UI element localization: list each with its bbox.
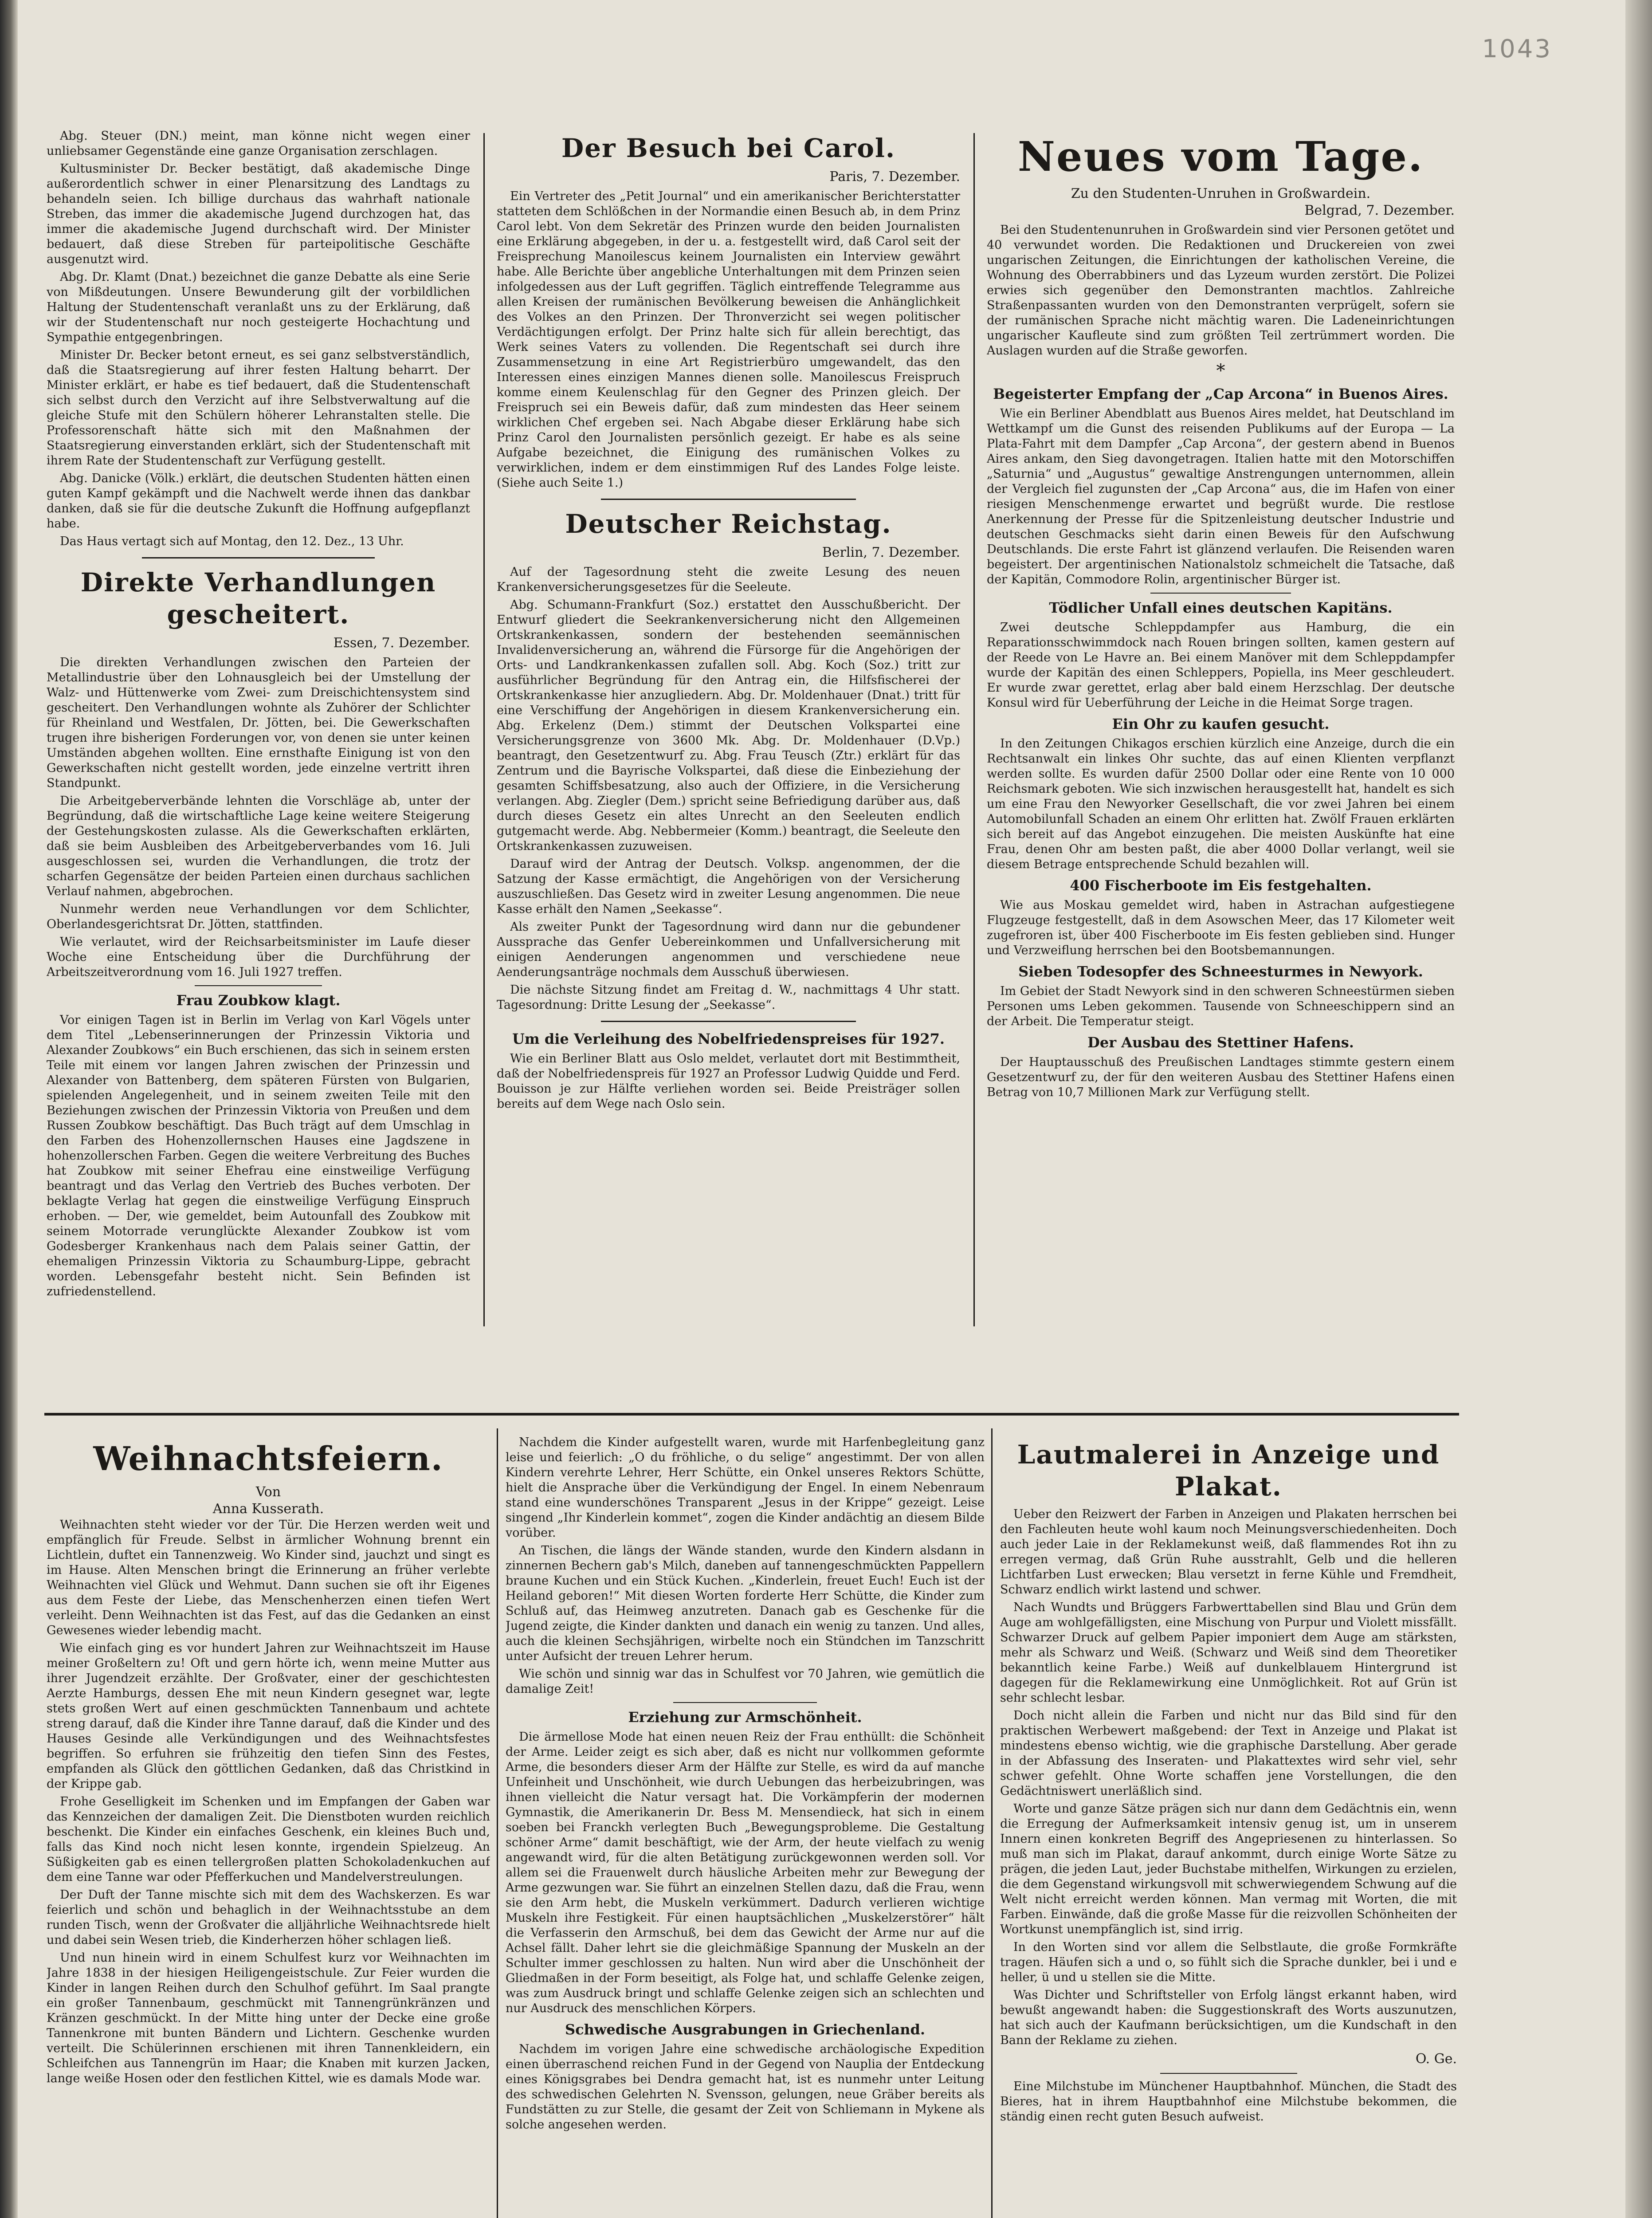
- binding-edge: [0, 0, 18, 2218]
- paragraph: Und nun hinein wird in einem Schulfest kurz vor Weihnachten im Jahre 1838 in der hiesigen Heiligengeistschule. Zur Feier wurden die Kinder in langen Reihen durch den Schulhof geführt. Im Saal prangte ein großer Tannenbaum, geschmückt mit Tannengrünkränzen und Kränzen geschmückt. In der Mitte hing unter der Decke eine große Tannenkrone mit bunten Bändern und Lichtern. Geschenke wurden verteilt. Die Schülerinnen erschienen mit ihren Tannenkleidern, ein Schleifchen aus Tannengrün im Haar; die Knaben mit kurzen Jacken, lange weiße Hosen oder den festlichen Kittel, wie es damals Mode war.: [47, 1951, 490, 2085]
- paragraph: Nachdem die Kinder aufgestellt waren, wurde mit Harfenbegleitung ganz leise und feierlich: „O du fröhliche, o du selige“ angestimmt. Der von allen Kindern verehrte Lehrer, Herr Schütte, ein Onkel unseres Rektors Schütte, hielt die Ansprache über die Verkündigung der Engel. In einem Nebenraum stand eine wunderschönes Transparent „Jesus in der Krippe“ gezeigt. Leise singend „Ihr Kinderlein kommet“, zogen die Kinder andächtig an diesem Bilde vorüber.: [506, 1435, 985, 1540]
- feuilleton-divider: [44, 1413, 1459, 1416]
- headline-direkte: Direkte Verhandlungen gescheitert.: [80, 567, 436, 629]
- paragraph: Weihnachten steht wieder vor der Tür. Die Herzen werden weit und empfänglich für Freude. Selbst in ärmlicher Wohnung brennt ein Lichtlein, duftet ein Tannenzweig. Wo Kinder sind, jauchzt und singt es im Hause. Alten Menschen bringt die Erinnerung an früher verlebte Weihnachten viel Glück und Wehmut. Dann suchen sie oft ihr Eigenes aus dem Feste der Liebe, das Menschenherzen einen tiefen Wert verleiht. Denn Weihnachten ist das Fest, auf das die Gedanken an einst Gewesenes wieder lebendig macht.: [47, 1518, 490, 1637]
- paragraph: Die direkten Verhandlungen zwischen den Parteien der Metallindustrie über den Lohnausgleich bei der Umstellung der Walz- und Hüttenwerke vom Zwei- zum Dreischichtensystem sind gescheitert. Den Verhandlungen wohnte als Zuhörer der Schlichter für Rheinland und Westfalen, Dr. Jötten, bei. Die Gewerkschaften trugen ihre bisherigen Forderungen vor, von denen sie unter keinen Umständen abgehen wollten. Eine ernsthafte Einigung ist von den Gewerkschaften nicht gestellt worden, jede einzelne vertritt ihren Standpunkt.: [47, 656, 470, 790]
- paragraph: Abg. Steuer (DN.) meint, man könne nicht wegen einer unliebsamer Gegenstände eine ganze Organisation zerschlagen.: [47, 129, 470, 158]
- page-edge: [1625, 0, 1652, 2218]
- paragraph: Eine Milchstube im Münchener Hauptbahnhof. München, die Stadt des Bieres, hat in ihrem Hauptbahnhof eine Milchstube bekommen, die ständig einen recht guten Besuch aufweist.: [1000, 2080, 1457, 2124]
- separator: [1160, 2073, 1297, 2074]
- paragraph: Vor einigen Tagen ist in Berlin im Verlag von Karl Vögels unter dem Titel „Lebenserinnerungen der Prinzessin Viktoria und Alexander Zoubkows“ ein Buch erschienen, das sich in seinem ersten Teile mit einem vor langen Jahren zwischen der Prinzessin und Alexander von Battenberg, dem späteren Fürsten von Bulgarien, spielenden Angelegenheit, und in seinem zweiten Teile mit den Beziehungen zwischen der Prinzessin Viktoria von Preußen und dem Russen Zoubkow beschäftigt. Das Buch trägt auf dem Umschlag in den Farben des Hohenzollernschen Hauses eine Jagdszene in hohenzollerschen Farben. Gegen die weitere Verbreitung des Buches hat Zoubkow mit seiner Ehefrau eine einstweilige Verfügung beantragt und das Verlag den Vertrieb des Buches verboten. Der beklagte Verlag hat gegen die einstweilige Verfügung Einspruch erhoben. — Der, wie gemeldet, beim Autounfall des Zoubkow mit seinem Motorrade verunglückte Alexander Zoubkow ist vom Godesberger Krankenhaus nach dem Palais seiner Gattin, der ehemaligen Prinzessin Viktoria zu Schaumburg-Lippe, gebracht worden. Lebensgefahr besteht nicht. Sein Befinden ist zufriedenstellend.: [47, 1013, 470, 1298]
- headline-weihnachtsfeiern: Weihnachtsfeiern.: [93, 1440, 443, 1478]
- paragraph: Bei den Studentenunruhen in Großwardein sind vier Personen getötet und 40 verwundet worden. Die Redaktionen und Druckereien von zwei ungarischen Zeitungen, die Einrichtungen der katholischen Vereine, die Wohnung des Oberrabbiners und das Lyzeum wurden zerstört. Die Polizei erwies sich gegenüber den Demonstranten machtlos. Zahlreiche Straßenpassanten wurden von den Demonstranten verprügelt, sofern sie der rumänischen Sprache nicht mächtig waren. Die Ladeneinrichtungen ungarischer Kaufleute sind zum größten Teil zertrümmert worden. Die Auslagen wurden auf die Straße geworfen.: [987, 223, 1455, 358]
- page-number: 1043: [1482, 35, 1552, 63]
- paragraph: Im Gebiet der Stadt Newyork sind in den schweren Schneestürmen sieben Personen ums Leben gekommen. Tausende von Schneeschippern sind an der Arbeit. Die Temperatur steigt.: [987, 984, 1455, 1028]
- paragraph: Auf der Tagesordnung steht die zweite Lesung des neuen Krankenversicherungsgesetzes für die Seeleute.: [497, 565, 960, 594]
- separator: [673, 1702, 817, 1703]
- headline-neues: Neues vom Tage.: [1017, 133, 1424, 181]
- headline-carol: Der Besuch bei Carol.: [561, 133, 896, 163]
- paragraph: In den Worten sind vor allem die Selbstlaute, die große Formkräfte tragen. Häufen sich a und o, so fühlt sich die Sprache dunkler, bei i und e heller, ü und u stellen sie die Mitte.: [1000, 1940, 1457, 1984]
- paragraph: Wie verlautet, wird der Reichsarbeitsminister im Laufe dieser Woche eine Entscheidung über die Durchführung der Arbeitszeitverordnung vom 16. Juli 1927 treffen.: [47, 935, 470, 979]
- paragraph: Wie ein Berliner Blatt aus Oslo meldet, verlautet dort mit Bestimmtheit, daß der Nobelfriedenspreis für 1927 an Professor Ludwig Quidde und Ferd. Bouisson je zur Hälfte verliehen worden sei. Beide Preisträger sollen bereits auf dem Wege nach Oslo sein.: [497, 1052, 960, 1111]
- paragraph: Nach Wundts und Brüggers Farbwerttabellen sind Blau und Grün dem Auge am wohlgefälligsten, eine Mischung von Purpur und Violett missfällt. Schwarzer Druck auf gelbem Papier imponiert dem Auge am stärksten, mehr als Schwarz und Weiß. (Schwarz und Weiß sind dem Theoretiker bekanntlich keine Farbe.) Weiß auf dunkelblauem Hintergrund ist dagegen für die Reklamewirkung eine Unmöglichkeit. Rot auf Grün ist sehr schlecht lesbar.: [1000, 1601, 1457, 1705]
- paragraph: Kultusminister Dr. Becker bestätigt, daß akademische Dinge außerordentlich schwer in einer Plenarsitzung des Landtags zu behandeln seien. Ich billige durchaus das wahrhaft nationale Streben, das immer die akademische Jugend durchzogen hat, das immer die akademische Jugend durchschaft wird. Der Minister bedauert, daß diese Streben für parteipolitische Geschäfte ausgenutzt wird.: [47, 162, 470, 266]
- paragraph: Abg. Schumann-Frankfurt (Soz.) erstattet den Ausschußbericht. Der Entwurf gliedert die Seekrankenversicherung nicht den Allgemeinen Ortskrankenkassen, sondern der bestehenden seemännischen Invalidenversicherung an, während die Fürsorge für die Angehörigen der Orts- und Landkrankenkassen zufallen soll. Abg. Koch (Soz.) tritt zur ausführlicher Begründung für den Antrag ein, die Hilfsfischerei der Ortskrankenkasse hier anzugliedern. Abg. Dr. Moldenhauer (Dnat.) tritt für eine Verschiffung der Angehörigen in diesem Krankenversicherung ein. Abg. Erkelenz (Dem.) stimmt der Deutschen Volkspartei eine Versicherungsgrenze von 3600 Mk. Abg. Dr. Moldenhauer (D.Vp.) beantragt, den Gesetzentwurf zu. Abg. Frau Teusch (Ztr.) erklärt für das Zentrum und die Bayrische Volkspartei, daß diese die Einbeziehung der gesamten Schiffsbesatzung, also auch der Offiziere, in die Versicherung verlangen. Abg. Ziegler (Dem.) spricht seine Befriedigung darüber aus, daß durch dieses Gesetz ein altes Unrecht an den Seeleuten endlich gutgemacht werde. Abg. Nebbermeier (Komm.) beantragt, die Seeleute den Ortskrankenkassen zuzuweisen.: [497, 598, 960, 853]
- paragraph: Wie ein Berliner Abendblatt aus Buenos Aires meldet, hat Deutschland im Wettkampf um die Gunst des reisenden Publikums auf der Europa — La Plata-Fahrt mit dem Dampfer „Cap Arcona“, der gestern abend in Buenos Aires ankam, den Sieg davongetragen. Italien hatte mit den Motorschiffen „Saturnia“ und „Augustus“ gewaltige Anstrengungen unternommen, allein der Vergleich fiel zugunsten der „Cap Arcona“ aus, die im Hafen von einer riesigen Menschenmenge erwartet und begrüßt wurde. Die restlose Anerkennung der Presse für die Spitzenleistung deutscher Industrie und deutschen Geschmacks sieht darin einen Beweis für den Aufschwung Deutschlands. Die erste Fahrt ist glänzend verlaufen. Die Reisenden waren begeistert. Der argentinischen Nationalstolz schmeichelt die Tatsache, daß der Kapitän, Commodore Rolin, argentinischer Bürger ist.: [987, 407, 1455, 586]
- paragraph: Die nächste Sitzung findet am Freitag d. W., nachmittags 4 Uhr statt. Tagesordnung: Dritte Lesung der „Seekasse“.: [497, 983, 960, 1012]
- subheadline-newyork: Sieben Todesopfer des Schneesturmes in Newyork.: [1018, 963, 1423, 980]
- column-rule: [483, 133, 485, 1326]
- subheadline-griechenland: Schwedische Ausgrabungen in Griechenland.: [565, 2021, 925, 2038]
- byline-von: Von: [255, 1484, 281, 1500]
- paragraph: Die Arbeitgeberverbände lehnten die Vorschläge ab, unter der Begründung, daß die wirtschaftliche Lage keine weitere Steigerung der Gestehungskosten zulasse. Als die Gewerkschaften erklärten, daß sie beim Ausbleiben des Arbeitgeberverbandes vom 16. Juli ausgeschlossen sei, wurden die Verhandlungen, die trotz der scharfen Gegensätze der beiden Parteien einen durchaus sachlichen Verlauf nahmen, abgebrochen.: [47, 794, 470, 898]
- headline-lautmalerei: Lautmalerei in Anzeige und Plakat.: [1017, 1439, 1440, 1502]
- column-rule: [991, 1428, 993, 2218]
- dateline: Paris, 7. Dezember.: [829, 169, 960, 185]
- subheadline-ohr: Ein Ohr zu kaufen gesucht.: [1112, 716, 1330, 732]
- separator: [195, 985, 322, 986]
- separator: [1150, 593, 1291, 594]
- column-3: [987, 129, 1455, 1362]
- author-signature: O. Ge.: [1415, 2051, 1457, 2067]
- separator: [601, 499, 856, 500]
- paragraph: Die ärmellose Mode hat einen neuen Reiz der Frau enthüllt: die Schönheit der Arme. Leider zeigt es sich aber, daß es nicht nur vollkommen geformte Arme, die besonders dieser Arm der Hälfte zur Stelle, es wird da auf manche Unfeinheit und Unschönheit, wie durch Uebungen das herbeizubringen, was ihnen vielleicht die Natur versagt hat. Die Vorkämpferin der modernen Gymnastik, die Amerikanerin Dr. Bess M. Mensendieck, hat sich in einem soeben bei Franckh verlegten Buch „Bewegungsprobleme. Die Gestaltung schöner Arme“ damit beschäftigt, wie der Arm, der heute vielfach zu wenig angewandt wird, für die alten Betätigung zurückgewonnen werden soll. Vor allem sei die Frauenwelt durch häusliche Arbeiten mehr zur Bewegung der Arme gezwungen war. Sie führt an einzelnen Stellen dazu, daß die Frau, wenn sie den Arm hebt, die Muskeln verkümmert. Dadurch verlieren wichtige Muskeln ihre Festigkeit. Für einen hauptsächlichen „Muskelzerstörer“ hält die Verfasserin den Armschuß, bei dem das Gewicht der Arme nur auf die Achsel fällt. Daher lehrt sie die gleichmäßige Spannung der Muskeln an der Schulter immer geschlossen zu halten. Nun wird aber die Unschönheit der Gliedmaßen in der Form beseitigt, als Folge hat, und schlaffe Gelenke zeigen, was zum Ausdruck bringt und schlaffe Gelenke zeigen sich an schlechten und nur Ausdruck des menschlichen Körpers.: [506, 1730, 985, 2015]
- paragraph: Worte und ganze Sätze prägen sich nur dann dem Gedächtnis ein, wenn die Erregung der Aufmerksamkeit intensiv genug ist, um in unserem Innern einen konkreten Begriff des Angepriesenen zu hinterlassen. So muß man sich im Plakat, darauf ankommt, durch einige Worte Sätze zu prägen, die jeden Laut, jeder Buchstabe mithelfen, Wirkungen zu erzielen, die dem Gegenstand wirkungsvoll mit schwerwiegendem Schwung auf die Welt nicht erreicht werden können. Man vermag mit Worten, die mit Farben. Einwände, daß die große Masse für die reizvollen Schönheiten der Wortkunst unempfänglich ist, sind irrig.: [1000, 1802, 1457, 1936]
- subheadline: Zu den Studenten-Unruhen in Großwardein.: [1071, 186, 1371, 201]
- paragraph: Minister Dr. Becker betont erneut, es sei ganz selbstverständlich, daß die Staatsregierung auf ihrer festen Haltung beharrt. Der Minister erklärt, er habe es tief bedauert, daß die Studentenschaft sich selbst durch den Verzicht auf ihre Selbstverwaltung auf die gleiche Stufe mit den Schülern höherer Lehranstalten stelle. Die Professorenschaft hätte sich mit den Maßnahmen der Staatsregierung einverstanden erklärt, sich der Studentenschaft mit ihrem Rate der Studentenschaft zur Verfügung gestellt.: [47, 348, 470, 468]
- paragraph: Das Haus vertagt sich auf Montag, den 12. Dez., 13 Uhr.: [60, 535, 404, 548]
- subheadline-nobel: Um die Verleihung des Nobelfriedenspreises für 1927.: [512, 1030, 945, 1047]
- dateline: Essen, 7. Dezember.: [333, 635, 470, 651]
- subheadline-kapitaen: Tödlicher Unfall eines deutschen Kapitäns.: [1049, 599, 1393, 616]
- column-2: [497, 129, 960, 1362]
- paragraph: Darauf wird der Antrag der Deutsch. Volksp. angenommen, der die Satzung der Kasse ermächtigt, die Angehörigen von der Versicherung auszuschließen. Das Gesetz wird in zweiter Lesung angenommen. Die neue Kasse erhält den Namen „Seekasse“.: [497, 857, 960, 916]
- column-5: [506, 1435, 985, 2218]
- subheadline-hafen: Der Ausbau des Stettiner Hafens.: [1087, 1034, 1354, 1051]
- paragraph: Wie aus Moskau gemeldet wird, haben in Astrachan aufgestiegene Flugzeuge festgestellt, daß in dem Asowschen Meer, das 17 Kilometer weit zugefroren ist, über 400 Fischerboote im Eis festen geblieben sind. Hunger und Verzweiflung herrschen bei den Bootsbemannungen.: [987, 898, 1455, 957]
- subheadline-arcona: Begeisterter Empfang der „Cap Arcona“ in Buenos Aires.: [993, 385, 1448, 402]
- paragraph: Abg. Danicke (Völk.) erklärt, die deutschen Studenten hätten einen guten Kampf gekämpft und die Nachwelt werde ihnen das dankbar danken, daß sie für die deutsche Zukunft die Hoffnung aufgepflanzt habe.: [47, 472, 470, 531]
- column-rule: [973, 133, 975, 1326]
- paragraph: Der Hauptausschuß des Preußischen Landtages stimmte gestern einem Gesetzentwurf zu, der für den weiteren Ausbau des Stettiner Hafens einen Betrag von 10,7 Millionen Mark zur Verfügung stellt.: [987, 1055, 1455, 1099]
- separator: [142, 557, 375, 558]
- subheadline-armschoenheit: Erziehung zur Armschönheit.: [628, 1709, 862, 1726]
- paragraph: Frohe Geselligkeit im Schenken und im Empfangen der Gaben war das Kennzeichen der damaligen Zeit. Die Dienstboten wurden reichlich beschenkt. Die Kinder ein einfaches Geschenk, ein kleines Buch und, falls das Kind noch nicht lesen konnte, irgendein Spielzeug. An Süßigkeiten gab es einen tellergroßen platten Schokoladenkuchen auf dem eine Tanne war oder Pfefferkuchen und Mandelverstreulungen.: [47, 1795, 490, 1884]
- subheadline-fischerboote: 400 Fischerboote im Eis festgehalten.: [1070, 877, 1372, 894]
- paragraph: Der Duft der Tanne mischte sich mit dem des Wachskerzen. Es war feierlich und schön und behaglich in der Weihnachtsstube an dem runden Tisch, wenn der Großvater die alljährliche Weihnachtsrede hielt und dabei sein Wesen trieb, die Kinderherzen höher schlagen ließ.: [47, 1888, 490, 1947]
- paragraph: Nunmehr werden neue Verhandlungen vor dem Schlichter, Oberlandesgerichtsrat Dr. Jötten, stattfinden.: [47, 902, 470, 931]
- headline-reichstag: Deutscher Reichstag.: [565, 509, 892, 539]
- dateline: Berlin, 7. Dezember.: [822, 545, 960, 560]
- byline-author: Anna Kusserath.: [212, 1501, 324, 1517]
- paragraph: Abg. Dr. Klamt (Dnat.) bezeichnet die ganze Debatte als eine Serie von Mißdeutungen. Unsere Bewunderung gilt der vorbildlichen Haltung der Studentenschaft veranlaßt uns zu der Erklärung, daß wir der Studentenschaft nur noch gesteigerte Hochachtung und Sympathie entgegenbringen.: [47, 270, 470, 344]
- column-4: [47, 1435, 490, 2218]
- paragraph: Als zweiter Punkt der Tagesordnung wird dann nur die gebundener Aussprache das Genfer Uebereinkommen und Unfallversicherung mit einigen Aenderungen angenommen und verschiedene neue Aenderungsanträge nochmals dem Ausschuß überwiesen.: [497, 920, 960, 979]
- paragraph: Wie schön und sinnig war das in Schulfest vor 70 Jahren, wie gemütlich die damalige Zeit!: [506, 1667, 985, 1696]
- column-rule: [497, 1428, 498, 2218]
- separator: [601, 1021, 856, 1022]
- paragraph: Zwei deutsche Schleppdampfer aus Hamburg, die ein Reparationsschwimmdock nach Rouen bringen sollten, kamen gestern auf der Reede von Le Havre an. Bei einem Manöver mit dem Schleppdampfer wurde der Kapitän des einen Schleppers, Popiella, ins Meer geschleudert. Er wurde zwar gerettet, erlag aber bald einem Herzschlag. Der deutsche Konsul wird für Ueberführung der Leiche in die Heimat Sorge tragen.: [987, 621, 1455, 710]
- subheadline-frau: Frau Zoubkow klagt.: [176, 992, 341, 1009]
- paragraph: Ein Vertreter des „Petit Journal“ und ein amerikanischer Berichterstatter statteten dem Schlößchen in der Normandie einen Besuch ab, in dem Prinz Carol lebt. Von dem Sekretär des Prinzen wurde den beiden Journalisten eine Erklärung abgegeben, in der u. a. festgestellt wird, daß Carol seit der Freisprechung Manoilescus keinem Journalisten ein Interview gewährt habe. Alle Berichte über angebliche Unterhaltungen mit dem Prinzen seien infolgedessen aus der Luft gegriffen. Täglich eintreffende Telegramme aus allen Kreisen der rumänischen Bevölkerung beweisen die Anhänglichkeit des Volkes an den Prinzen. Der Thronverzicht sei wegen politischer Verdächtigungen erfolgt. Der Prinz halte sich für allein berechtigt, das Werk seines Vaters zu vollenden. Die Regentschaft sei durch ihre Zusammensetzung in eine Art Registrierbüro umgewandelt, das den Interessen eines einzigen Mannes dienen solle. Manoilescus Freispruch komme einem Keulenschlag für den Gegner des Prinzen gleich. Der Freispruch sei ein Beweis dafür, daß zum mindesten das Heer seinem wirklichen Chef ergeben sei. Nach Abgabe dieser Erklärung habe sich Prinz Carol den Journalisten persönlich gezeigt. Er habe es als seine Aufgabe bezeichnet, die Einigung des rumänischen Volkes zu verwirklichen, indem er dem einstimmigen Ruf des Landes Folge leiste. (Siehe auch Seite 1.): [497, 189, 960, 490]
- paragraph: In den Zeitungen Chikagos erschien kürzlich eine Anzeige, durch die ein Rechtsanwalt ein linkes Ohr suchte, das auf einen Klienten verpflanzt werden sollte. Es wurden dafür 2500 Dollar oder eine Rente von 10 000 Reichsmark geboten. Wie sich inzwischen herausgestellt hat, handelt es sich um eine Frau den Newyorker Gesellschaft, die vor zwei Jahren bei einem Automobilunfall Schaden an einem Ohr erlitten hat. Zwölf Frauen erklärten sich bereit auf das Angebot einzugehen. Die meisten Auskünfte hat eine Frau, denen Ohr am besten paßt, die aber 4000 Dollar verlangt, weil sie diesem Betrage entsprechende Schuld bezahlen will.: [987, 737, 1455, 871]
- paragraph: Doch nicht allein die Farben und nicht nur das Bild sind für den praktischen Werbewert maßgebend: der Text in Anzeige und Plakat ist mindestens ebenso wichtig, wie die graphische Darstellung. Aber gerade in der Abfassung des Inseraten- und Plakattextes wird sehr viel, sehr schwer gefehlt. Ohne Worte schaffen jene Vorstellungen, die den Gedächtniswert unerläßlich sind.: [1000, 1709, 1457, 1798]
- paragraph: Nachdem im vorigen Jahre eine schwedische archäologische Expedition einen überraschend reichen Fund in der Gegend von Nauplia der Entdeckung eines Königsgrabes bei Dendra gemacht hat, ist es nunmehr unter Leitung des schwedischen Gelehrten N. Svensson, gelungen, neue Gräber bereits als Fundstätten zu zur Stelle, die gesamt der Zeit von Schliemann in Mykene als solche angesehen werden.: [506, 2042, 985, 2131]
- paragraph: Wie einfach ging es vor hundert Jahren zur Weihnachtszeit im Hause meiner Großeltern zu! Oft und gern hörte ich, wenn meine Mutter aus ihrer Jugendzeit erzählte. Der Großvater, einer der geschichtesten Aerzte Hamburgs, dessen Ehe mit neun Kindern gesegnet war, legte stets großen Wert auf einen geschmückten Tannenbaum und achtete streng darauf, daß die Kinder ihre Tanne darauf, daß die Kinder und des Hauses Gesinde alle Verkündigungen und des Weihnachtsfestes begriffen. So erfuhren sie frühzeitig den tiefen Sinn des Festes, empfanden als Glück den göttlichen Gedanken, daß das Christkind in der Krippe gab.: [47, 1641, 490, 1791]
- column-1: [47, 129, 470, 1326]
- paragraph: Was Dichter und Schriftsteller von Erfolg längst erkannt haben, wird bewußt angewandt haben: die Suggestionskraft des Worts auszunutzen, hat sich auch der Kaufmann berücksichtigen, um die Kundschaft in den Bann der Reklame zu ziehen.: [1000, 1988, 1457, 2047]
- paragraph: Ueber den Reizwert der Farben in Anzeigen und Plakaten herrschen bei den Fachleuten heute wohl kaum noch Meinungsverschiedenheiten. Doch auch jeder Laie in der Reklamekunst weiß, daß flammendes Rot ihn zu erregen vermag, daß Grün Ruhe ausstrahlt, Gelb und die helleren Lichtfarben Lust erwecken; Blau versetzt in ferne Kühle und Fremdheit, Schwarz endlich wirkt lastend und schwer.: [1000, 1507, 1457, 1597]
- paragraph: An Tischen, die längs der Wände standen, wurde den Kindern alsdann in zinnernen Bechern gab's Milch, daneben auf tannengeschmückten Pappellern braune Kuchen und ein Stück Kuchen. „Kinderlein, freuet Euch! Euch ist der Heiland geboren!“ Mit diesen Worten forderte Herr Schütte, die Kinder zum Schluß auf, das Heimweg anzutreten. Danach gab es Geschenke für die Jugend zeigte, die Kinder dankten und danach ein wenig zu tanzen. Und alles, auch die kleinen Sechsjährigen, wirbelte noch ein Stündchen im Tanzschritt unter Aufsicht der treuen Lehrer herum.: [506, 1544, 985, 1663]
- dateline: Belgrad, 7. Dezember.: [1304, 203, 1455, 218]
- column-6: [1000, 1435, 1457, 2218]
- asterisk-separator: *: [1216, 361, 1225, 381]
